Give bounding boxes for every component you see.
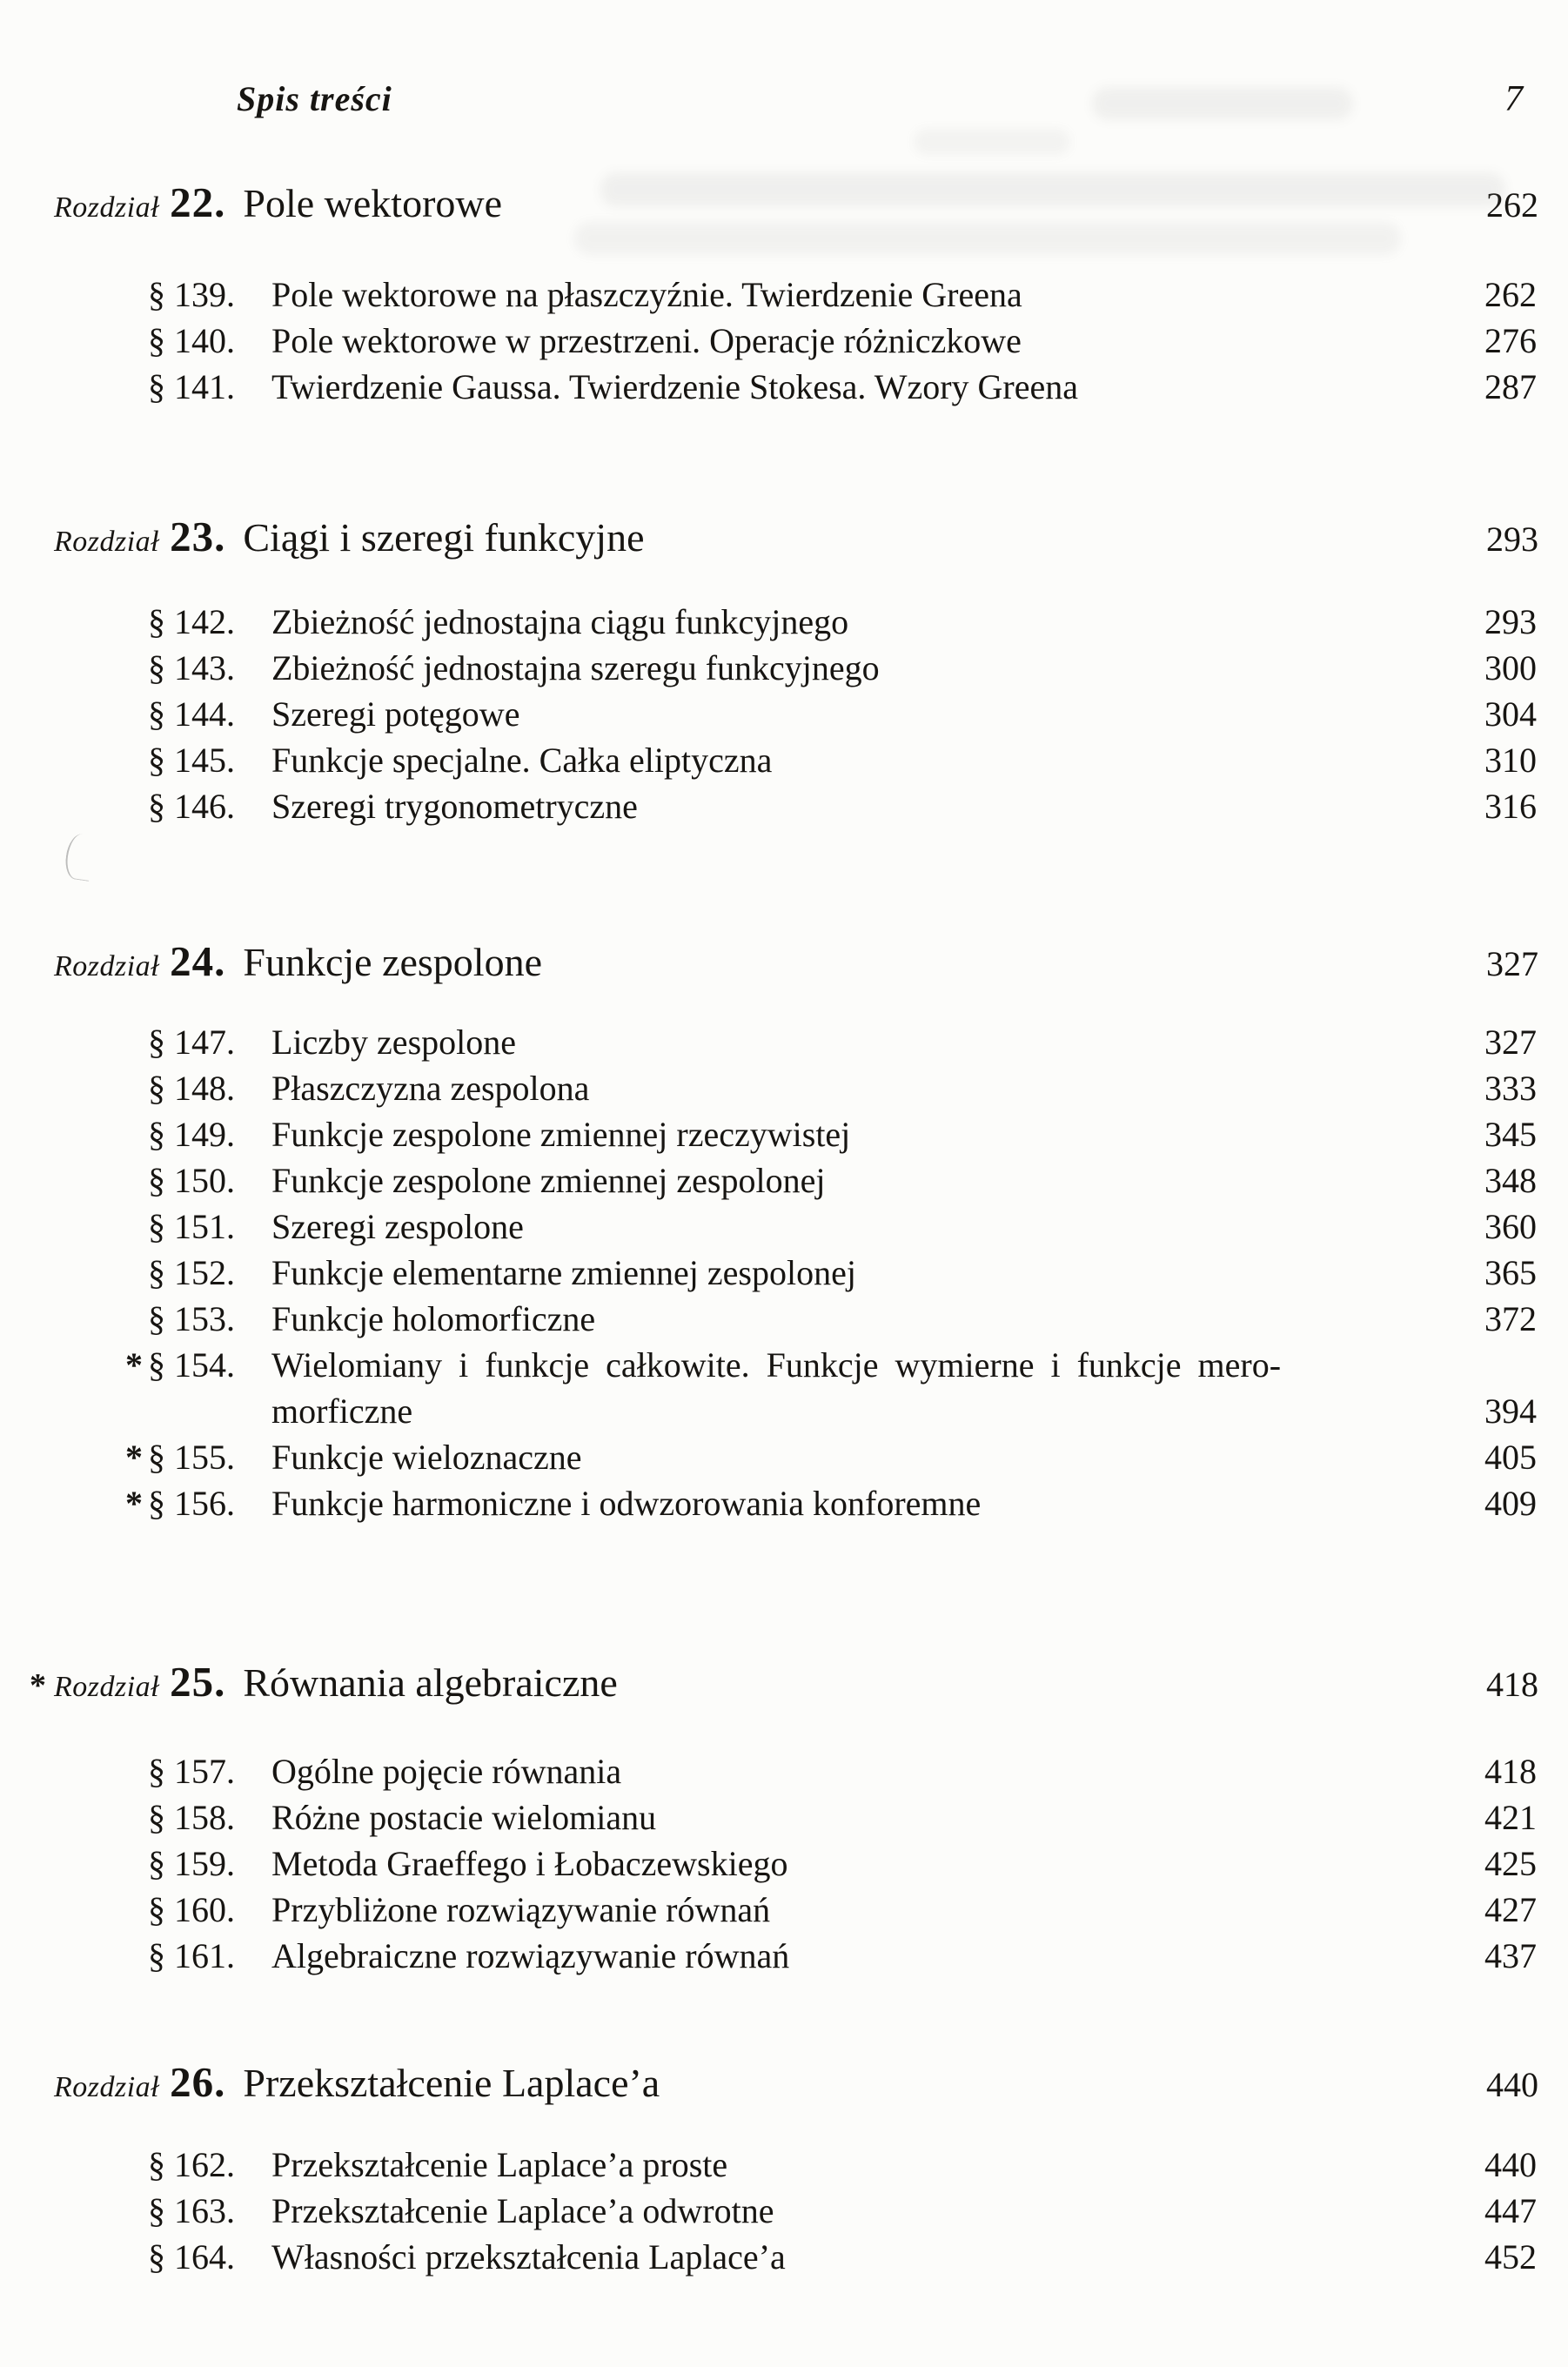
toc-entry <box>148 1887 1537 1933</box>
chapter-label: Rozdział <box>54 2071 160 2103</box>
entry-title-line1: Pole wektorowe w przestrzeni. Operacje różniczkowe <box>271 321 1022 360</box>
entry-section-number: § 163. <box>148 2191 235 2230</box>
entry-title <box>271 318 1439 364</box>
entry-page-ref: 427 <box>1484 1890 1537 1929</box>
entry-section-number: § 153. <box>148 1299 235 1338</box>
entry-title <box>271 691 1439 737</box>
entry-star <box>125 1794 148 1841</box>
chapter-heading <box>0 2056 1568 2109</box>
chapter-section <box>0 2056 1568 2280</box>
entry-star <box>125 2234 148 2280</box>
entry-title <box>271 1296 1439 1342</box>
section-list <box>0 1019 1568 1526</box>
toc-entry <box>148 645 1537 691</box>
entry-title-line1: Własności przekształcenia Laplace’a <box>271 2237 786 2276</box>
chapter-page-ref: 262 <box>1486 185 1538 225</box>
entry-section-number: § 149. <box>148 1115 235 1154</box>
toc-entry <box>125 1480 1537 1526</box>
toc-entry <box>148 1841 1537 1887</box>
entry-page-ref: 360 <box>1484 1207 1537 1246</box>
entry-page-ref: 304 <box>1484 694 1537 734</box>
entry-page-ref: 394 <box>1484 1391 1537 1431</box>
entry-page-ref: 333 <box>1484 1069 1537 1108</box>
entry-title <box>271 1794 1439 1841</box>
entry-section-number: § 164. <box>148 2237 235 2276</box>
entry-star <box>125 1065 148 1111</box>
entry-page-ref: 316 <box>1484 787 1537 826</box>
entry-title-line2: morficzne <box>271 1391 413 1431</box>
chapter-heading <box>0 177 1568 229</box>
entry-section-number: § 143. <box>148 648 235 687</box>
entry-page-ref: 262 <box>1484 275 1537 314</box>
entry-title <box>271 1887 1439 1933</box>
entry-section-number: § 150. <box>148 1161 235 1200</box>
entry-section-number: § 146. <box>148 787 235 826</box>
entry-page-ref: 425 <box>1484 1844 1537 1883</box>
page-header <box>0 0 1568 122</box>
entry-title-line1: Ogólne pojęcie równania <box>271 1752 622 1791</box>
entry-star <box>125 2188 148 2234</box>
entry-page-ref: 345 <box>1484 1115 1537 1154</box>
entry-title-line1: Funkcje zespolone zmiennej zespolonej <box>271 1161 826 1200</box>
entry-title <box>271 1065 1439 1111</box>
toc-entry <box>148 1065 1537 1111</box>
entry-title <box>271 2234 1439 2280</box>
toc-entry <box>148 599 1537 645</box>
entry-title-line1: Szeregi zespolone <box>271 1207 524 1246</box>
entry-title <box>271 272 1439 318</box>
toc-entry <box>148 1250 1537 1296</box>
entry-title-line1: Algebraiczne rozwiązywanie równań <box>271 1936 790 1975</box>
chapter-page-ref: 440 <box>1486 2065 1538 2104</box>
entry-page-ref: 447 <box>1484 2191 1537 2230</box>
entry-star <box>125 737 148 783</box>
section-list <box>0 272 1568 410</box>
entry-page-ref: 452 <box>1484 2237 1537 2276</box>
toc-entry <box>148 2142 1537 2188</box>
toc-entry <box>148 783 1537 829</box>
entry-page-ref: 421 <box>1484 1798 1537 1837</box>
toc-entry <box>148 1296 1537 1342</box>
entry-page-ref: 440 <box>1484 2145 1537 2184</box>
page-title: Spis treści <box>237 79 392 118</box>
chapter-section <box>0 511 1568 829</box>
entry-star <box>125 1748 148 1794</box>
chapter-label: Rozdział <box>54 950 160 982</box>
entry-title-line1: Pole wektorowe na płaszczyźnie. Twierdzenie Greena <box>271 275 1022 314</box>
toc-entry <box>148 737 1537 783</box>
entry-section-number: § 154. <box>148 1345 235 1385</box>
chapter-section <box>0 177 1568 410</box>
entry-section-number: § 147. <box>148 1023 235 1062</box>
entry-page-ref: 418 <box>1484 1752 1537 1791</box>
entry-star <box>125 1204 148 1250</box>
entry-title-line1: Funkcje holomorficzne <box>271 1299 596 1338</box>
section-list <box>0 599 1568 829</box>
entry-title <box>271 1480 1439 1526</box>
entry-title <box>271 1748 1439 1794</box>
entry-page-ref: 372 <box>1484 1299 1537 1338</box>
entry-title <box>271 1019 1439 1065</box>
toc-entry <box>148 2188 1537 2234</box>
entry-star <box>125 1296 148 1342</box>
entry-star <box>125 645 148 691</box>
entry-title-line1: Metoda Graeffego i Łobaczewskiego <box>271 1844 788 1883</box>
section-list <box>0 2142 1568 2280</box>
toc-entry <box>148 318 1537 364</box>
chapter-number: 24. <box>170 937 226 985</box>
chapter-number: 23. <box>170 513 226 560</box>
entry-star <box>125 1019 148 1065</box>
entry-title-line1: Szeregi potęgowe <box>271 694 520 734</box>
entry-section-number: § 139. <box>148 275 235 314</box>
entry-title <box>271 1933 1439 1979</box>
entry-section-number: § 141. <box>148 367 235 406</box>
entry-page-ref: 409 <box>1484 1484 1537 1523</box>
entry-title-line1: Liczby zespolone <box>271 1023 516 1062</box>
scan-smudge <box>914 129 1070 155</box>
entry-star: * <box>125 1484 143 1523</box>
chapter-heading <box>0 1656 1568 1708</box>
entry-title <box>271 783 1439 829</box>
chapter-heading <box>0 935 1568 988</box>
toc-entry <box>148 1111 1537 1157</box>
entry-section-number: § 145. <box>148 741 235 780</box>
entry-section-number: § 160. <box>148 1890 235 1929</box>
entry-star <box>125 1111 148 1157</box>
entry-title <box>271 2188 1439 2234</box>
entry-title-line1: Wielomiany i funkcje całkowite. Funkcje wymierne i funkcje mero- <box>271 1345 1282 1385</box>
entry-star <box>125 1157 148 1204</box>
entry-section-number: § 148. <box>148 1069 235 1108</box>
entry-title-line1: Zbieżność jednostajna ciągu funkcyjnego <box>271 602 849 641</box>
entry-star <box>125 1841 148 1887</box>
chapter-section <box>0 935 1568 1526</box>
entry-title-line1: Zbieżność jednostajna szeregu funkcyjnego <box>271 648 880 687</box>
entry-title <box>271 1250 1439 1296</box>
entry-title <box>271 1157 1439 1204</box>
entry-star <box>125 318 148 364</box>
chapter-title: Przekształcenie Laplace’a <box>243 2061 660 2105</box>
entry-star: * <box>125 1345 143 1385</box>
entry-title <box>271 737 1439 783</box>
toc-entry <box>125 1434 1537 1480</box>
entry-title-line1: Przybliżone rozwiązywanie równań <box>271 1890 771 1929</box>
entry-title <box>271 599 1439 645</box>
entry-page-ref: 405 <box>1484 1438 1537 1477</box>
chapter-number: 25. <box>170 1658 226 1706</box>
toc-entry <box>148 1157 1537 1204</box>
toc-entry <box>148 364 1537 410</box>
chapter-title: Pole wektorowe <box>243 181 503 225</box>
chapter-star: * <box>30 1667 46 1704</box>
entry-title-line1: Funkcje harmoniczne i odwzorowania konforemne <box>271 1484 982 1523</box>
chapter-title: Ciągi i szeregi funkcyjne <box>243 515 645 560</box>
entry-title <box>271 1841 1439 1887</box>
entry-page-ref: 276 <box>1484 321 1537 360</box>
entry-section-number: § 151. <box>148 1207 235 1246</box>
entry-page-ref: 287 <box>1484 367 1537 406</box>
entry-section-number: § 144. <box>148 694 235 734</box>
entry-title-line1: Funkcje specjalne. Całka eliptyczna <box>271 741 773 780</box>
chapter-number: 26. <box>170 2058 226 2106</box>
entry-page-ref: 365 <box>1484 1253 1537 1292</box>
entry-page-ref: 348 <box>1484 1161 1537 1200</box>
entry-title <box>271 364 1439 410</box>
entry-title-line1: Różne postacie wielomianu <box>271 1798 657 1837</box>
entry-title-line1: Twierdzenie Gaussa. Twierdzenie Stokesa. Wzory Greena <box>271 367 1078 406</box>
chapter-page-ref: 293 <box>1486 520 1538 559</box>
entry-title <box>271 645 1439 691</box>
entry-star <box>125 364 148 410</box>
entry-page-ref: 437 <box>1484 1936 1537 1975</box>
chapter-number: 22. <box>170 178 226 226</box>
entry-section-number: § 157. <box>148 1752 235 1791</box>
entry-section-number: § 161. <box>148 1936 235 1975</box>
toc-entry <box>148 691 1537 737</box>
entry-title <box>271 1204 1439 1250</box>
entry-section-number: § 140. <box>148 321 235 360</box>
entry-star <box>125 1933 148 1979</box>
entry-star <box>125 783 148 829</box>
toc-entry <box>148 1019 1537 1065</box>
entry-star <box>125 2142 148 2188</box>
entry-title <box>271 2142 1439 2188</box>
entry-star <box>125 1250 148 1296</box>
entry-title-line1: Przekształcenie Laplace’a proste <box>271 2145 728 2184</box>
chapter-list <box>0 177 1568 2280</box>
entry-star: * <box>125 1438 143 1477</box>
entry-section-number: § 155. <box>148 1438 235 1477</box>
entry-page-ref: 327 <box>1484 1023 1537 1062</box>
section-list <box>0 1748 1568 1979</box>
chapter-section <box>0 1656 1568 1979</box>
chapter-label: Rozdział <box>54 526 160 558</box>
entry-star <box>125 272 148 318</box>
chapter-label: Rozdział <box>54 191 160 224</box>
chapter-label: Rozdział <box>54 1671 160 1703</box>
entry-page-ref: 293 <box>1484 602 1537 641</box>
entry-title-line1: Funkcje elementarne zmiennej zespolonej <box>271 1253 856 1292</box>
entry-title <box>271 1434 1439 1480</box>
toc-entry <box>148 272 1537 318</box>
toc-entry <box>148 1204 1537 1250</box>
entry-star <box>125 691 148 737</box>
chapter-page-ref: 327 <box>1486 944 1538 983</box>
toc-entry <box>148 1748 1537 1794</box>
chapter-title: Równania algebraiczne <box>243 1660 618 1705</box>
chapter-heading <box>0 511 1568 563</box>
entry-title-line1: Szeregi trygonometryczne <box>271 787 638 826</box>
toc-entry <box>148 1794 1537 1841</box>
toc-entry <box>148 1933 1537 1979</box>
entry-title-line1: Płaszczyzna zespolona <box>271 1069 590 1108</box>
entry-title <box>271 1342 1439 1434</box>
entry-page-ref: 310 <box>1484 741 1537 780</box>
toc-entry <box>125 1342 1537 1434</box>
entry-section-number: § 162. <box>148 2145 235 2184</box>
chapter-page-ref: 418 <box>1486 1665 1538 1704</box>
chapter-title: Funkcje zespolone <box>243 940 543 984</box>
entry-section-number: § 152. <box>148 1253 235 1292</box>
entry-title-line1: Funkcje wieloznaczne <box>271 1438 582 1477</box>
entry-title-line1: Funkcje zespolone zmiennej rzeczywistej <box>271 1115 851 1154</box>
toc-entry <box>148 2234 1537 2280</box>
entry-star <box>125 1887 148 1933</box>
entry-section-number: § 142. <box>148 602 235 641</box>
page-number: 7 <box>1504 79 1523 119</box>
entry-page-ref: 300 <box>1484 648 1537 687</box>
entry-section-number: § 158. <box>148 1798 235 1837</box>
entry-title <box>271 1111 1439 1157</box>
entry-section-number: § 159. <box>148 1844 235 1883</box>
entry-star <box>125 599 148 645</box>
entry-title-line1: Przekształcenie Laplace’a odwrotne <box>271 2191 774 2230</box>
entry-section-number: § 156. <box>148 1484 235 1523</box>
